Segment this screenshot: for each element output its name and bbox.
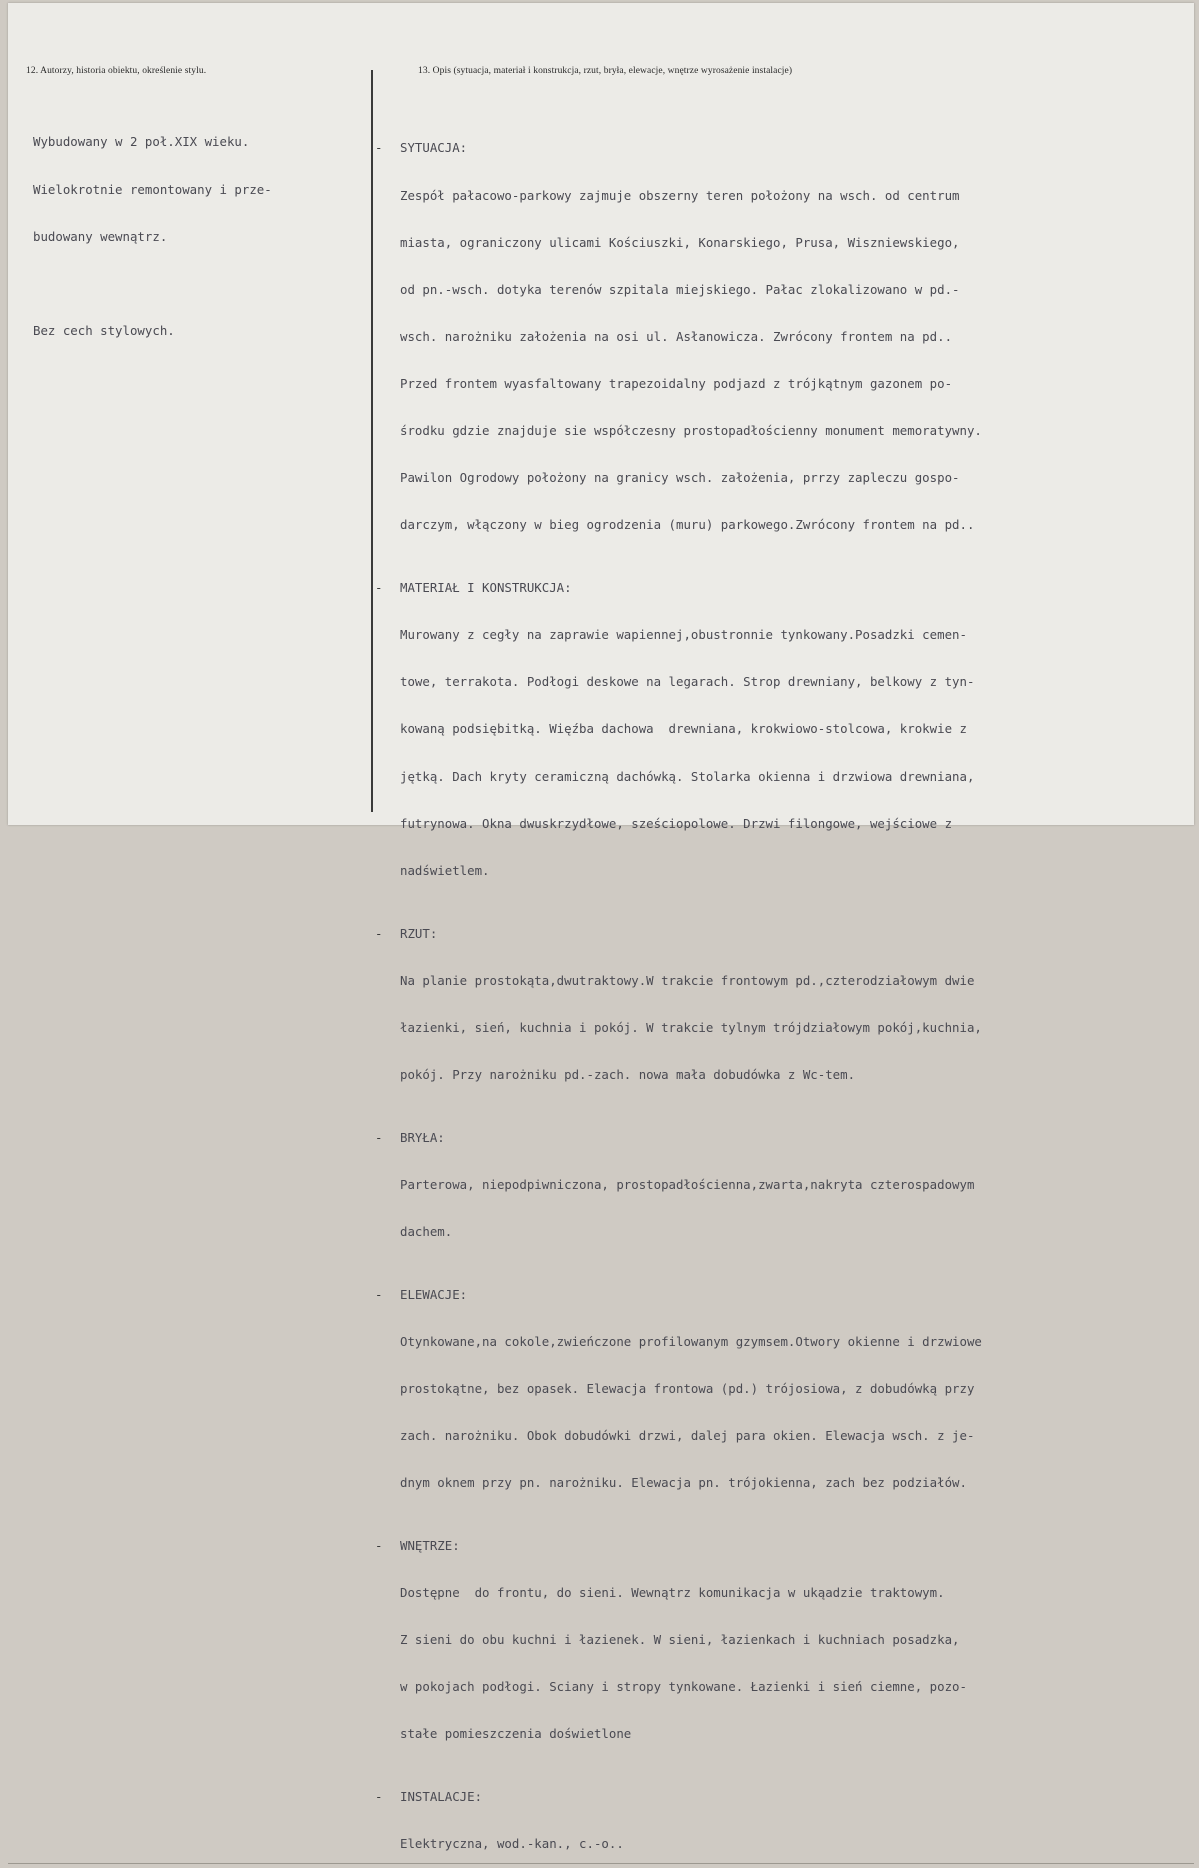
sytuacja-line: środku gdzie znajduje sie współczesny prostopadłościenny monument memoratywny. — [400, 423, 982, 439]
rzut-line: łazienki, sień, kuchnia i pokój. W trakcie tylnym trójdziałowym pokój,kuchnia, — [400, 1019, 982, 1035]
wnetrze-heading: - WNĘTRZE: — [400, 1538, 982, 1554]
rzut-heading: - RZUT: — [400, 926, 982, 942]
elewacje-line: Otynkowane,na cokole,zwieńczone profilowanym gzymsem.Otwory okienne i drzwiowe — [400, 1333, 982, 1349]
section-12-heading: 12. Autorzy, historia obiektu, określenie stylu. — [26, 66, 207, 76]
sytuacja-line: Przed frontem wyasfaltowany trapezoidalny podjazd z trójkątnym gazonem po- — [400, 375, 953, 391]
history-line: Wybudowany w 2 poł.XIX wieku. — [33, 134, 250, 150]
wnetrze-line: stałe pomieszczenia doświetlone — [400, 1726, 632, 1742]
history-line: Wielokrotnie remontowany i prze- — [33, 181, 272, 197]
elewacje-line: zach. narożniku. Obok dobudówki drzwi, dalej para okien. Elewacja wsch. z je- — [400, 1428, 975, 1444]
wnetrze-line: Z sieni do obu kuchni i łazienek. W sieni, łazienkach i kuchniach posadzka, — [400, 1632, 960, 1648]
material-line: jętką. Dach kryty ceramiczną dachówką. Stolarka okienna i drzwiowa drewniana, — [400, 768, 975, 784]
sytuacja-line: darczym, włączony w bieg ogrodzenia (muru) parkowego.Zwrócony frontem na pd.. — [400, 517, 975, 533]
material-line: nadświetlem. — [400, 862, 490, 878]
elewacje-heading: - ELEWACJE: — [400, 1287, 982, 1303]
sytuacja-line: miasta, ograniczony ulicami Kościuszki, Konarskiego, Prusa, Wiszniewskiego, — [400, 234, 960, 250]
instalacje-heading: - INSTALACJE: — [400, 1789, 982, 1805]
bryla-heading: - BRYŁA: — [400, 1130, 982, 1146]
instalacje-line: Elektryczna, wod.-kan., c.-o.. — [400, 1836, 624, 1852]
wnetrze-line: w pokojach podłogi. Sciany i stropy tynkowane. Łazienki i sień ciemne, pozo- — [400, 1679, 967, 1695]
material-heading: - MATERIAŁ I KONSTRUKCJA: — [400, 580, 982, 596]
column-divider — [371, 70, 373, 812]
style-note: Bez cech stylowych. — [33, 322, 175, 338]
elewacje-line: dnym oknem przy pn. narożniku. Elewacja pn. trójokienna, zach bez podziałów. — [400, 1475, 967, 1491]
sytuacja-line: od pn.-wsch. dotyka terenów szpitala miejskiego. Pałac zlokalizowano w pd.- — [400, 281, 960, 297]
material-line: Murowany z cegły na zaprawie wapiennej,obustronnie tynkowany.Posadzki cemen- — [400, 627, 967, 643]
sytuacja-line: Pawilon Ogrodowy położony na granicy wsch. założenia, prrzy zapleczu gospo- — [400, 470, 960, 486]
material-line: towe, terrakota. Podłogi deskowe na legarach. Strop drewniany, belkowy z tyn- — [400, 674, 975, 690]
sytuacja-heading: - SYTUACJA: — [400, 140, 982, 156]
sytuacja-line: wsch. narożniku założenia na osi ul. Asłanowicza. Zwrócony frontem na pd.. — [400, 328, 953, 344]
material-line: futrynowa. Okna dwuskrzydłowe, sześciopolowe. Drzwi filongowe, wejściowe z — [400, 815, 953, 831]
elewacje-line: prostokątne, bez opasek. Elewacja frontowa (pd.) trójosiowa, z dobudówką przy — [400, 1380, 975, 1396]
history-line: budowany wewnątrz. — [33, 228, 168, 244]
history-text — [33, 103, 272, 354]
wnetrze-line: Dostępne do frontu, do sieni. Wewnątrz komunikacja w ukąadzie traktowym. — [400, 1585, 945, 1601]
page-bottom-edge — [8, 1863, 1194, 1864]
bryla-line: Parterowa, niepodpiwniczona, prostopadłościenna,zwarta,nakryta czterospadowym — [400, 1176, 975, 1192]
rzut-line: Na planie prostokąta,dwutraktowy.W trakcie frontowym pd.,czterodziałowym dwie — [400, 972, 975, 988]
rzut-line: pokój. Przy narożniku pd.-zach. nowa mała dobudówka z Wc-tem. — [400, 1066, 856, 1082]
sytuacja-line: Zespół pałacowo-parkowy zajmuje obszerny teren położony na wsch. od centrum — [400, 187, 960, 203]
section-13-heading: 13. Opis (sytuacja, materiał i konstrukcja, rzut, bryła, elewacje, wnętrze wyrosażenie instalacje) — [418, 66, 793, 76]
bryla-line: dachem. — [400, 1223, 453, 1239]
description-text — [400, 109, 982, 1868]
material-line: kowaną podsiębitką. Więźba dachowa drewniana, krokwiowo-stolcowa, krokwie z — [400, 721, 967, 737]
